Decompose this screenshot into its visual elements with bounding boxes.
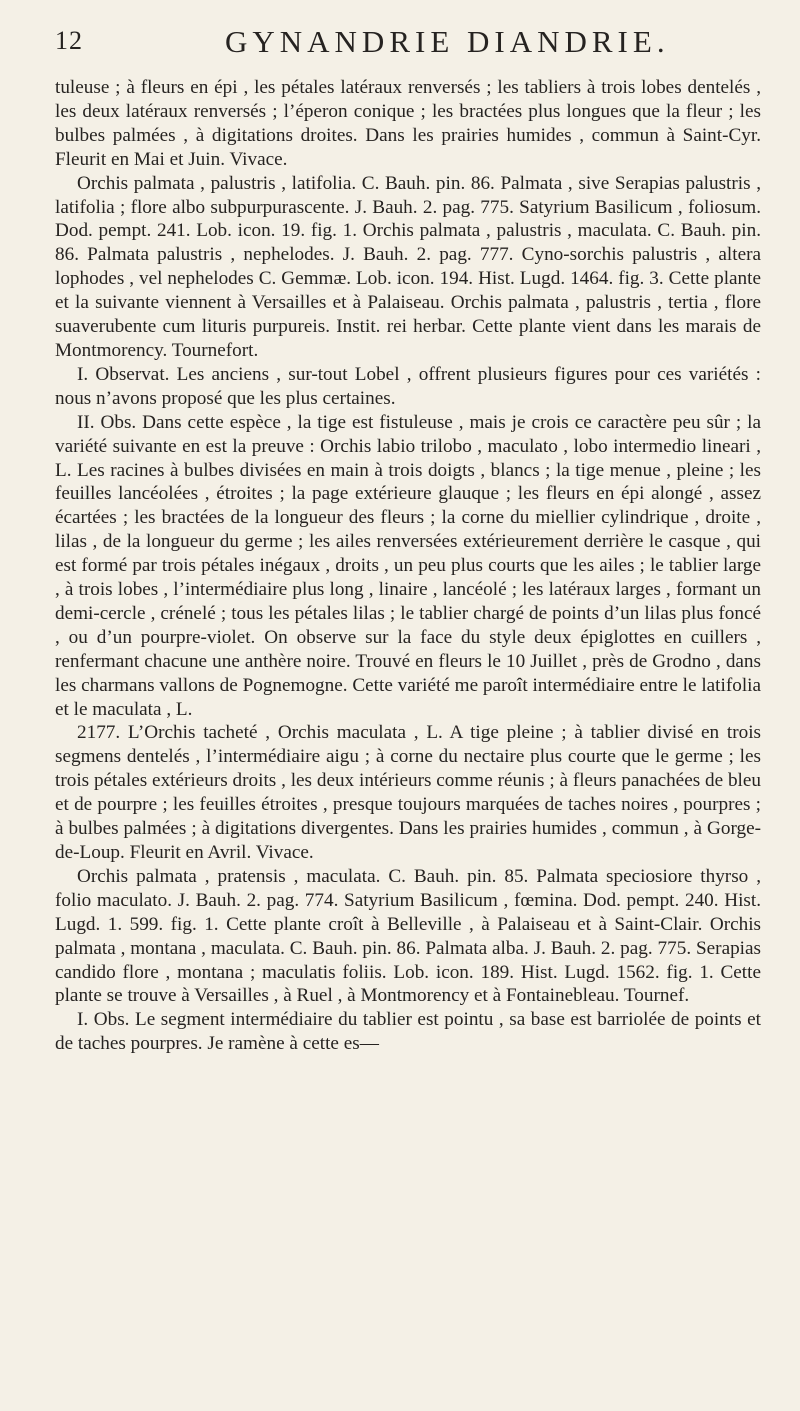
paragraph-observation-3: I. Obs. Le segment intermédiaire du tablier est pointu , sa base est barriolée de points et de taches pourpres. Je ramène à cette es—: [55, 1009, 761, 1055]
paragraph-observation-1: I. Observat. Les anciens , sur-tout Lobel , offrent plusieurs figures pour ces variétés : nous n’avons proposé que les plus certaines.: [55, 363, 761, 409]
paragraph-continuation: tuleuse ; à fleurs en épi , les pétales latéraux renversés ; les tabliers à trois lobes dentelés , les deux latéraux renversés ; l’éperon conique ; les bractées plus longues que la fleur ; les bulbes palmées , à digitations droites. Dans les prairies humides , commun à Saint-Cyr. Fleurit en Mai et Juin. Vivace.: [55, 77, 761, 170]
paragraph-observation-2: II. Obs. Dans cette espèce , la tige est fistuleuse , mais je crois ce caractère peu sûr ; la variété suivante en est la preuve : Orchis labio trilobo , maculato , lobo intermedio lineari , L. Les racines à bulbes divisées en main à trois doigts , blancs ; la tige menue , pleine ; les feuilles lancéolées , étroites ; la page extérieure glauque ; les fleurs en épi alongé , assez écartées ; les bractées de la longueur des fleurs ; la corne du miellier cylindrique , droite , lilas , de la longueur du germe ; les ailes renversées extérieurement derrière le casque , qui est formé par trois pétales inégaux , droits , un peu plus courts que les ailes ; le tablier large , à trois lobes , l’intermédiaire plus long , linaire , lancéolé ; les latéraux larges , formant un demi-cercle , crénelé ; tous les pétales lilas ; le tablier chargé de points d’un lilas plus foncé , ou d’un pourpre-violet. On observe sur la face du style deux épiglottes en cuillers , renfermant chacune une anthère noire. Trouvé en fleurs le 10 Juillet , près de Grodno , dans les charmans vallons de Pognemogne. Cette variété me paroît intermédiaire entre le latifolia et le maculata , L.: [55, 411, 761, 720]
running-head: GYNANDRIE DIANDRIE.: [225, 24, 670, 59]
body-text: [55, 76, 761, 1056]
paragraph-synonyms: Orchis palmata , palustris , latifolia. C. Bauh. pin. 86. Palmata , sive Serapias palustris , latifolia ; flore albo subpurpurascente. J. Bauh. 2. pag. 775. Satyrium Basilicum , foliosum. Dod. pempt. 241. Lob. icon. 19. fig. 1. Orchis palmata , palustris , maculata. C. Bauh. pin. 86. Palmata palustris , nephelodes. J. Bauh. 2. pag. 777. Cyno-sorchis palustris , altera lophodes , vel nephelodes C. Gemmæ. Lob. icon. 194. Hist. Lugd. 1464. fig. 3. Cette plante et la suivante viennent à Versailles et à Palaiseau. Orchis palmata , palustris , tertia , flore suaverubente cum lituris purpureis. Instit. rei herbar. Cette plante vient dans les marais de Montmorency. Tournefort.: [55, 172, 761, 361]
paragraph-synonyms-2: Orchis palmata , pratensis , maculata. C. Bauh. pin. 85. Palmata speciosiore thyrso , folio maculato. J. Bauh. 2. pag. 774. Satyrium Basilicum , fœmina. Dod. pempt. 240. Hist. Lugd. 1. 599. fig. 1. Cette plante croît à Belleville , à Palaiseau et à Saint-Clair. Orchis palmata , montana , maculata. C. Bauh. pin. 86. Palmata alba. J. Bauh. 2. pag. 775. Serapias candido flore , montana ; maculatis foliis. Lob. icon. 189. Hist. Lugd. 1562. fig. 1. Cette plante se trouve à Versailles , à Ruel , à Montmorency et à Fontainebleau. Tournef.: [55, 865, 761, 1007]
page-header: [55, 26, 760, 66]
page-number: 12: [55, 26, 83, 55]
paragraph-entry-2177: 2177. L’Orchis tacheté , Orchis maculata , L. A tige pleine ; à tablier divisé en trois segmens dentelés , l’intermédiaire aigu ; à corne du nectaire plus courte que le germe ; les trois pétales extérieurs droits , les deux intérieurs comme réunis ; à fleurs panachées de bleu et de pourpre ; les feuilles étroites , presque toujours marquées de taches noires , pourpres ; à bulbes palmées ; à digitations divergentes. Dans les prairies humides , commun , à Gorge-de-Loup. Fleurit en Avril. Vivace.: [55, 722, 761, 863]
